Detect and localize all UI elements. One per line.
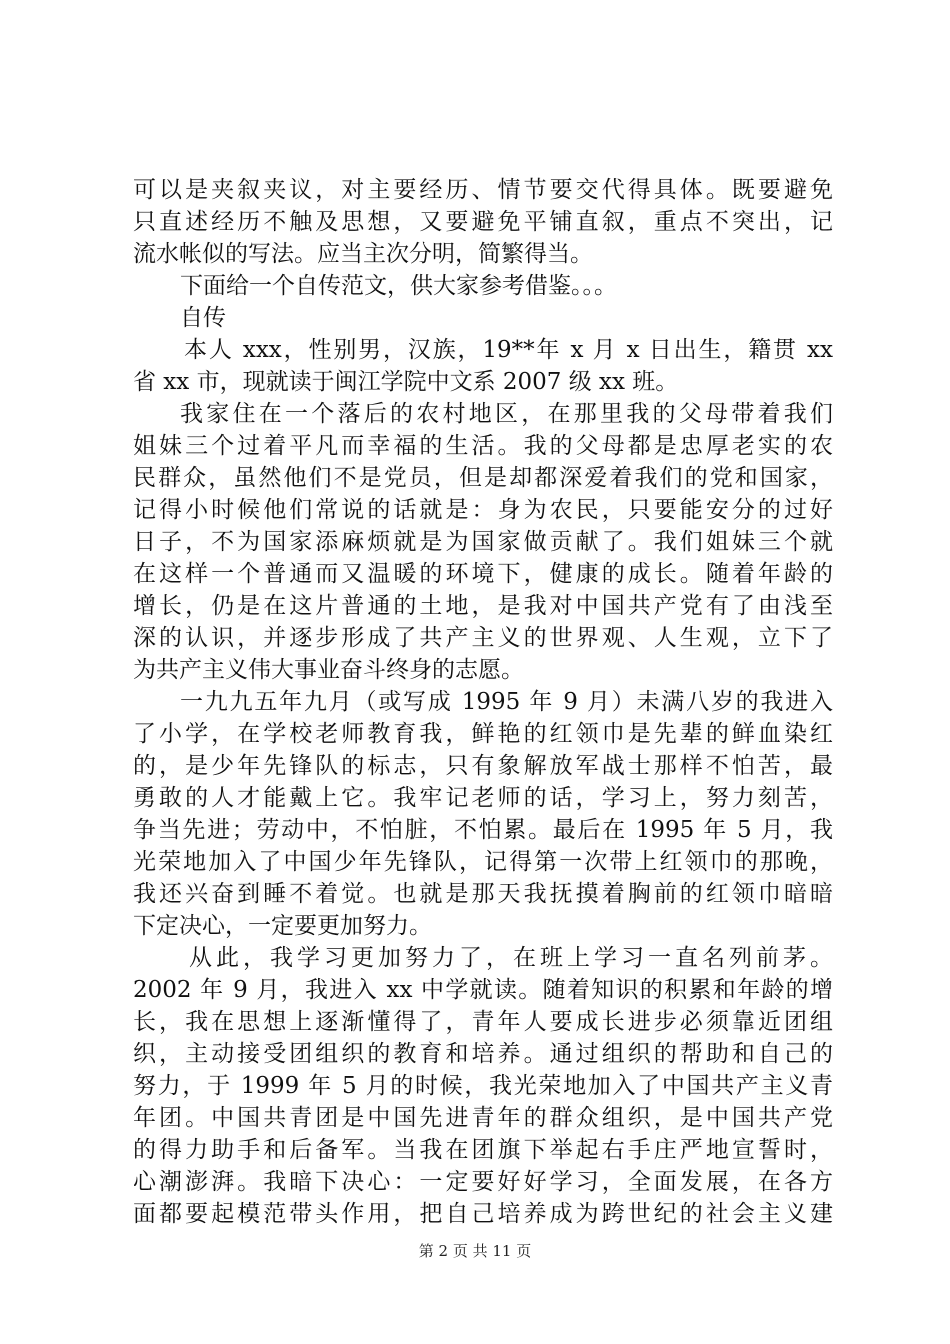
text-line: 流水帐似的写法。应当主次分明，简繁得当。 (133, 241, 593, 267)
text-line: 省 xx 市，现就读于闽江学院中文系 2007 级 xx 班。 (133, 369, 679, 395)
text-line: 心潮澎湃。我暗下决心：一定要好好学习，全面发展，在各方 (133, 1169, 833, 1195)
text-line: 我家住在一个落后的农村地区，在那里我的父母带着我们 (180, 401, 833, 427)
text-line: 了小学，在学校老师教育我，鲜艳的红领巾是先辈的鲜血染红 (133, 721, 833, 747)
text-line: 本人 xxx，性别男，汉族，19**年 x 月 x 日出生，籍贯 xx (184, 337, 833, 363)
text-line: 深的认识，并逐步形成了共产主义的世界观、人生观，立下了 (133, 625, 833, 651)
text-line: 长，我在思想上逐渐懂得了，青年人要成长进步必须靠近团组 (133, 1009, 833, 1035)
text-line: 下定决心，一定要更加努力。 (133, 913, 432, 939)
text-line: 的，是少年先锋队的标志，只有象解放军战士那样不怕苦，最 (133, 753, 833, 779)
text-line: 年团。中国共青团是中国先进青年的群众组织，是中国共产党 (133, 1105, 833, 1131)
text-line: 为共产主义伟大事业奋斗终身的志愿。 (133, 657, 524, 683)
text-line: 民群众，虽然他们不是党员，但是却都深爱着我们的党和国家， (133, 465, 833, 491)
text-line: 可以是夹叙夹议，对主要经历、情节要交代得具体。既要避免 (133, 177, 833, 203)
text-line: 的得力助手和后备军。当我在团旗下举起右手庄严地宣誓时， (133, 1137, 833, 1163)
page-number-footer: 第 2 页 共 11 页 (418, 1242, 532, 1260)
text-line: 光荣地加入了中国少年先锋队，记得第一次带上红领巾的那晚， (133, 849, 833, 875)
text-line: 日子，不为国家添麻烦就是为国家做贡献了。我们姐妹三个就 (133, 529, 833, 555)
text-line: 争当先进；劳动中，不怕脏，不怕累。最后在 1995 年 5 月，我 (133, 817, 833, 843)
text-line: 姐妹三个过着平凡而幸福的生活。我的父母都是忠厚老实的农 (133, 433, 833, 459)
text-line: 织，主动接受团组织的教育和培养。通过组织的帮助和自己的 (133, 1041, 833, 1067)
text-line: 一九九五年九月（或写成 1995 年 9 月）未满八岁的我进入 (180, 689, 833, 715)
text-line: 只直述经历不触及思想，又要避免平铺直叙，重点不突出，记 (133, 209, 833, 235)
text-line: 我还兴奋到睡不着觉。也就是那天我抚摸着胸前的红领巾暗暗 (133, 881, 833, 907)
section-title: 自传 (180, 305, 226, 331)
text-line: 记得小时候他们常说的话就是：身为农民，只要能安分的过好 (133, 497, 833, 523)
text-line: 面都要起模范带头作用，把自己培养成为跨世纪的社会主义建 (133, 1201, 833, 1227)
text-line: 努力，于 1999 年 5 月的时候，我光荣地加入了中国共产主义青 (133, 1073, 833, 1099)
text-line: 勇敢的人才能戴上它。我牢记老师的话，学习上，努力刻苦， (133, 785, 833, 811)
text-line: 下面给一个自传范文，供大家参考借鉴。。。 (180, 273, 617, 299)
text-line: 增长，仍是在这片普通的土地，是我对中国共产党有了由浅至 (133, 593, 833, 619)
text-line: 2002 年 9 月，我进入 xx 中学就读。随着知识的积累和年龄的增 (133, 977, 833, 1003)
text-line: 从此，我学习更加努力了，在班上学习一直名列前茅。 (189, 945, 833, 971)
text-line: 在这样一个普通而又温暖的环境下，健康的成长。随着年龄的 (133, 561, 833, 587)
